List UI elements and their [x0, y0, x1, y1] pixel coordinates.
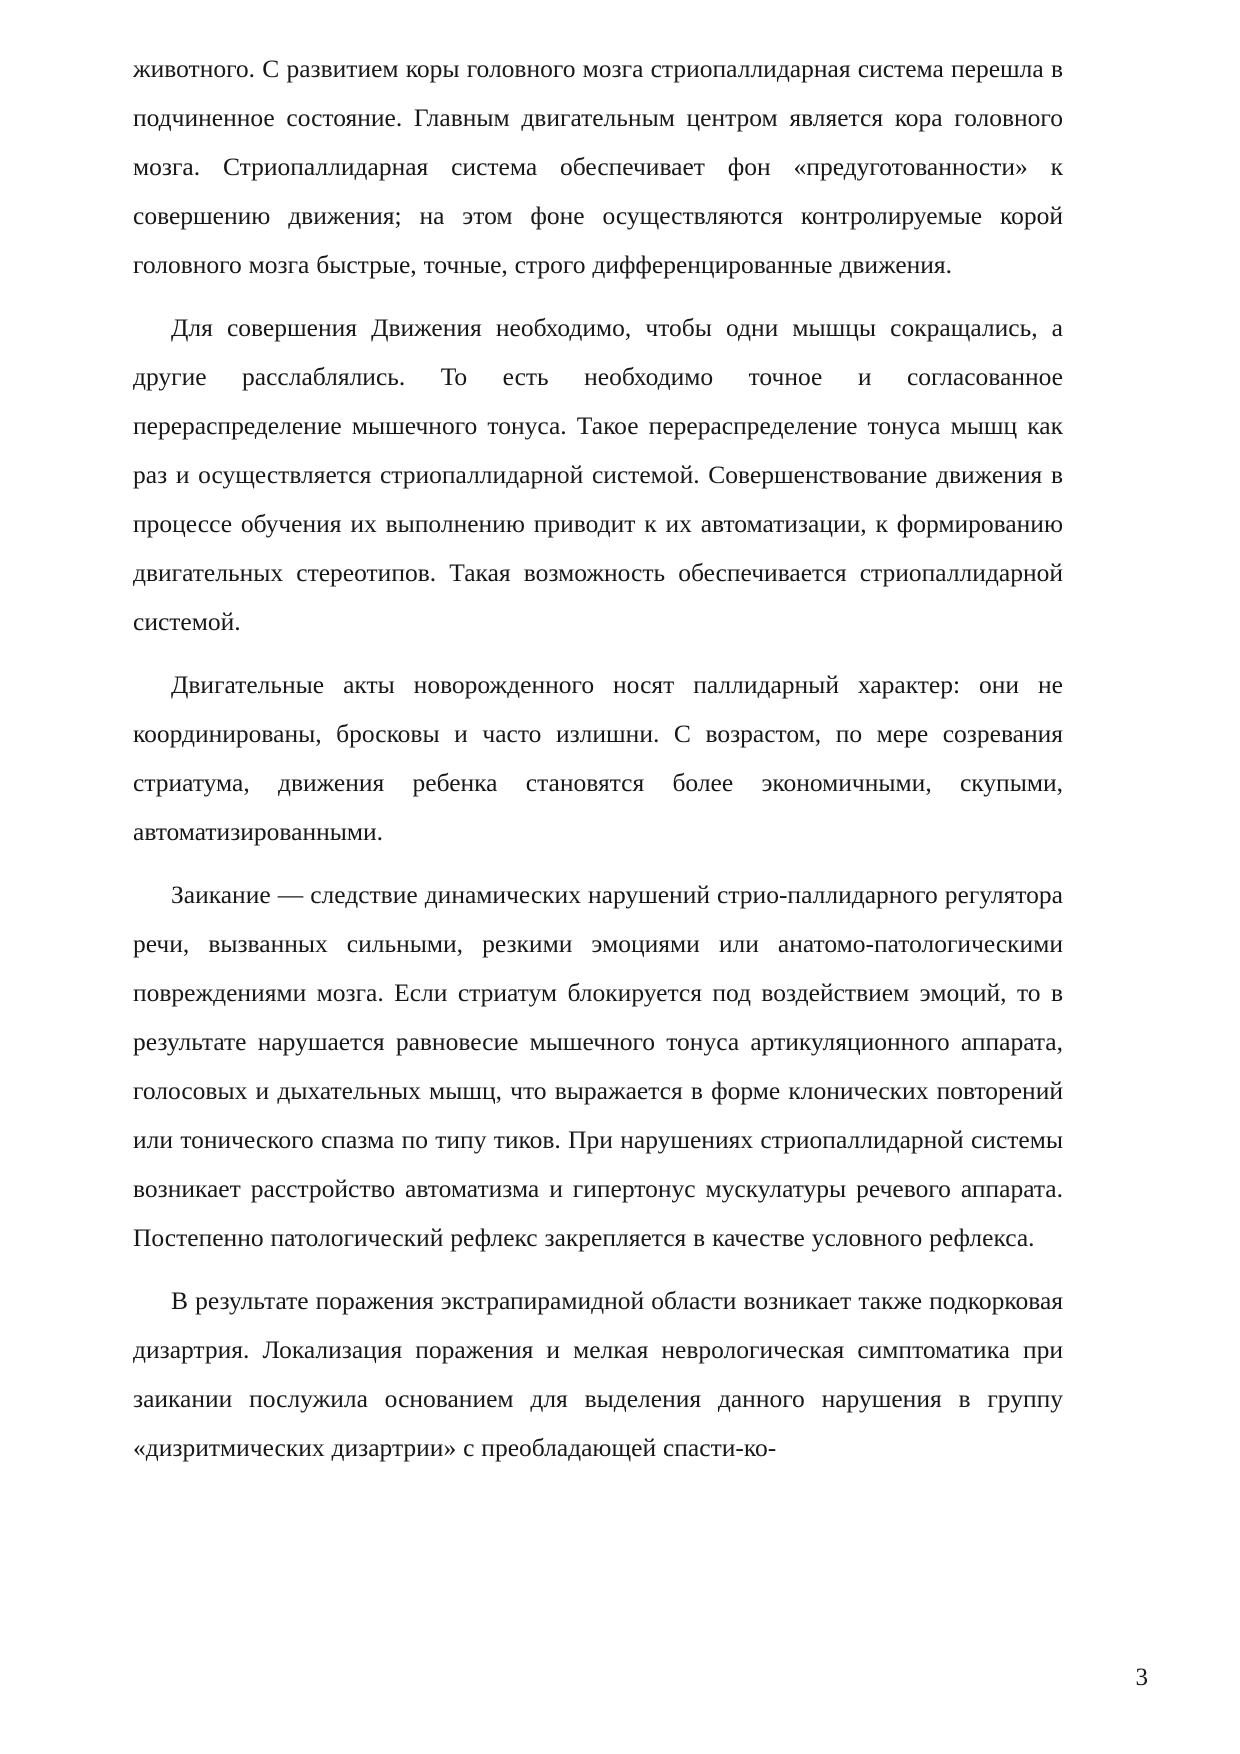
body-text-column — [133, 44, 1063, 1472]
body-paragraph-1: животного. С развитием коры головного мозга стриопаллидарная система перешла в подчиненное состояние. Главным двигательным центром является кора головного мозга. Стриопаллидарная система обеспечивает фон «предуготованности» к совершению движения; на этом фоне осуществляются контролируемые корой головного мозга быстрые, точные, строго дифференцированные движения. — [133, 54, 1063, 279]
body-paragraph-2: Для совершения Движения необходимо, чтобы одни мышцы сокращались, а другие расслаблялись. То есть необходимо точное и согласованное перераспределение мышечного тонуса. Такое перераспределение тонуса мышц как раз и осуществляется стриопаллидарной системой. Совершенствование движения в процессе обучения их выполнению приводит к их автоматизации, к формированию двигательных стереотипов. Такая возможность обеспечивается стриопаллидарной системой. — [133, 313, 1063, 636]
body-paragraph-4: Заикание — следствие динамических нарушений стрио-паллидарного регулятора речи, вызванных сильными, резкими эмоциями или анатомо-патологическими повреждениями мозга. Если стриатум блокируется под воздействием эмоций, то в результате нарушается равновесие мышечного тонуса артикуляционного аппарата, голосовых и дыхательных мышц, что выражается в форме клонических повторений или тонического спазма по типу тиков. При нарушениях стриопаллидарной системы возникает расстройство автоматизма и гипертонус мускулатуры речевого аппарата. Постепенно патологический рефлекс закрепляется в качестве условного рефлекса. — [133, 880, 1063, 1252]
page-number: 3 — [1135, 1664, 1148, 1691]
body-paragraph-5: В результате поражения экстрапирамидной области возникает также подкорковая дизартрия. Локализация поражения и мелкая неврологическая симптоматика при заикании послужила основанием для выделения данного нарушения в группу «дизритмических дизартрии» с преобладающей спасти-ко- — [133, 1286, 1063, 1462]
body-paragraph-3: Двигательные акты новорожденного носят паллидарный характер: они не координированы, бросковы и часто излишни. С возрастом, по мере созревания стриатума, движения ребенка становятся более экономичными, скупыми, автоматизированными. — [133, 670, 1063, 846]
